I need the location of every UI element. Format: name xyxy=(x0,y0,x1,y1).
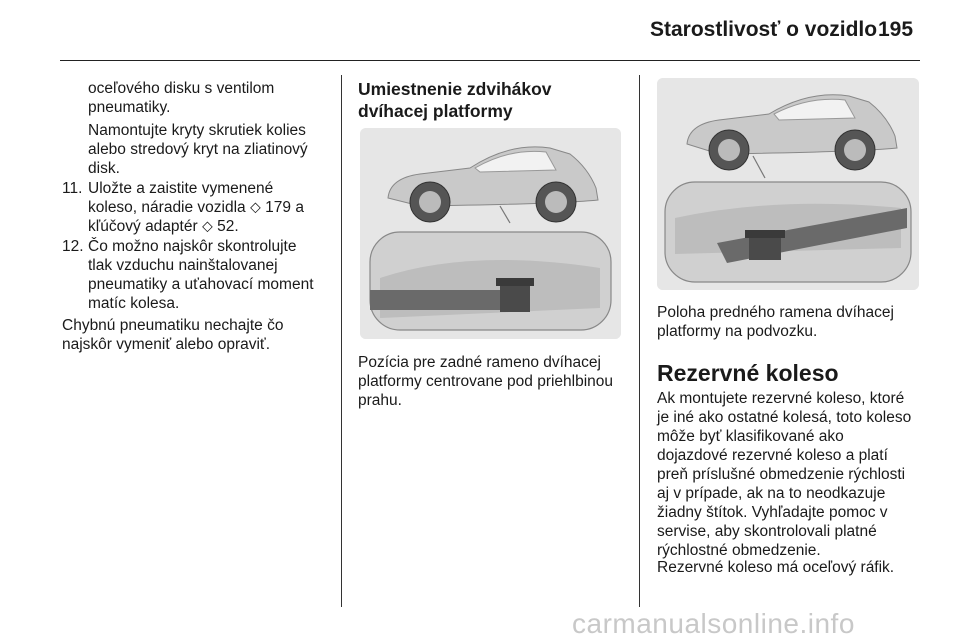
header-rule xyxy=(60,60,920,61)
section-heading-spare-wheel: Rezervné koleso xyxy=(657,360,839,386)
page-title: Starostlivosť o vozidlo xyxy=(650,18,878,41)
column-divider-left xyxy=(341,75,342,607)
list-number: 12. xyxy=(62,238,84,255)
watermark: carmanualsonline.info xyxy=(572,608,855,639)
figure-caption-front: Poloha predného ramena dvíhacej platformy na podvozku. xyxy=(657,304,894,340)
paragraph-cover-install: Namontujte kryty skrutiek kolies alebo stredový kryt na zliatinový disk. xyxy=(88,122,308,177)
paragraph-continuation: oceľového disku s ventilom pneumatiky. xyxy=(88,80,275,116)
paragraph-steel-rim: Rezervné koleso má oceľový ráfik. xyxy=(657,559,895,576)
column-divider-right xyxy=(639,75,640,607)
paragraph-spare-wheel: Ak montujete rezervné koleso, ktoré je iné ako ostatné kolesá, toto koleso môže byť klasifikované ako dojazdové rezervné koleso a platí preň príslušné obmedzenie rýchlosti aj v prípade, ak na to neodkazuje žiadny štítok. Vyhľadajte pomoc v servise, aby skontrolovali platné rýchlostné obmedzenie. xyxy=(657,390,912,559)
paragraph-faulty-tyre: Chybnú pneumatiku nechajte čo najskôr vymeniť alebo opraviť. xyxy=(62,317,284,353)
section-heading-lift-points: Umiestnenie zdvihákov dvíhacej platformy xyxy=(358,79,552,121)
figure-caption-rear: Pozícia pre zadné rameno dvíhacej platformy centrovane pod priehlbinou prahu. xyxy=(358,354,614,409)
page-ref-icon: ⬦ xyxy=(250,199,261,216)
list-number: 11. xyxy=(62,180,83,197)
car-rear-lift-illustration xyxy=(360,128,621,339)
page-ref-icon: ⬦ xyxy=(201,218,213,235)
front-lift-point-figure xyxy=(657,78,919,290)
car-front-lift-illustration xyxy=(657,78,919,290)
page-number: 195 xyxy=(878,18,914,41)
list-item-12: 12. Čo možno najskôr skontrolujte tlak vzduchu nainštalovanej pneumatiky a uťahovací moment matíc kolesa. xyxy=(62,238,314,312)
list-item-11: 11. Uložte a zaistite vymenené koleso, náradie vozidla ⬦ 179 a kľúčový adaptér ⬦ 52. xyxy=(62,180,304,235)
rear-lift-point-figure xyxy=(360,128,621,339)
